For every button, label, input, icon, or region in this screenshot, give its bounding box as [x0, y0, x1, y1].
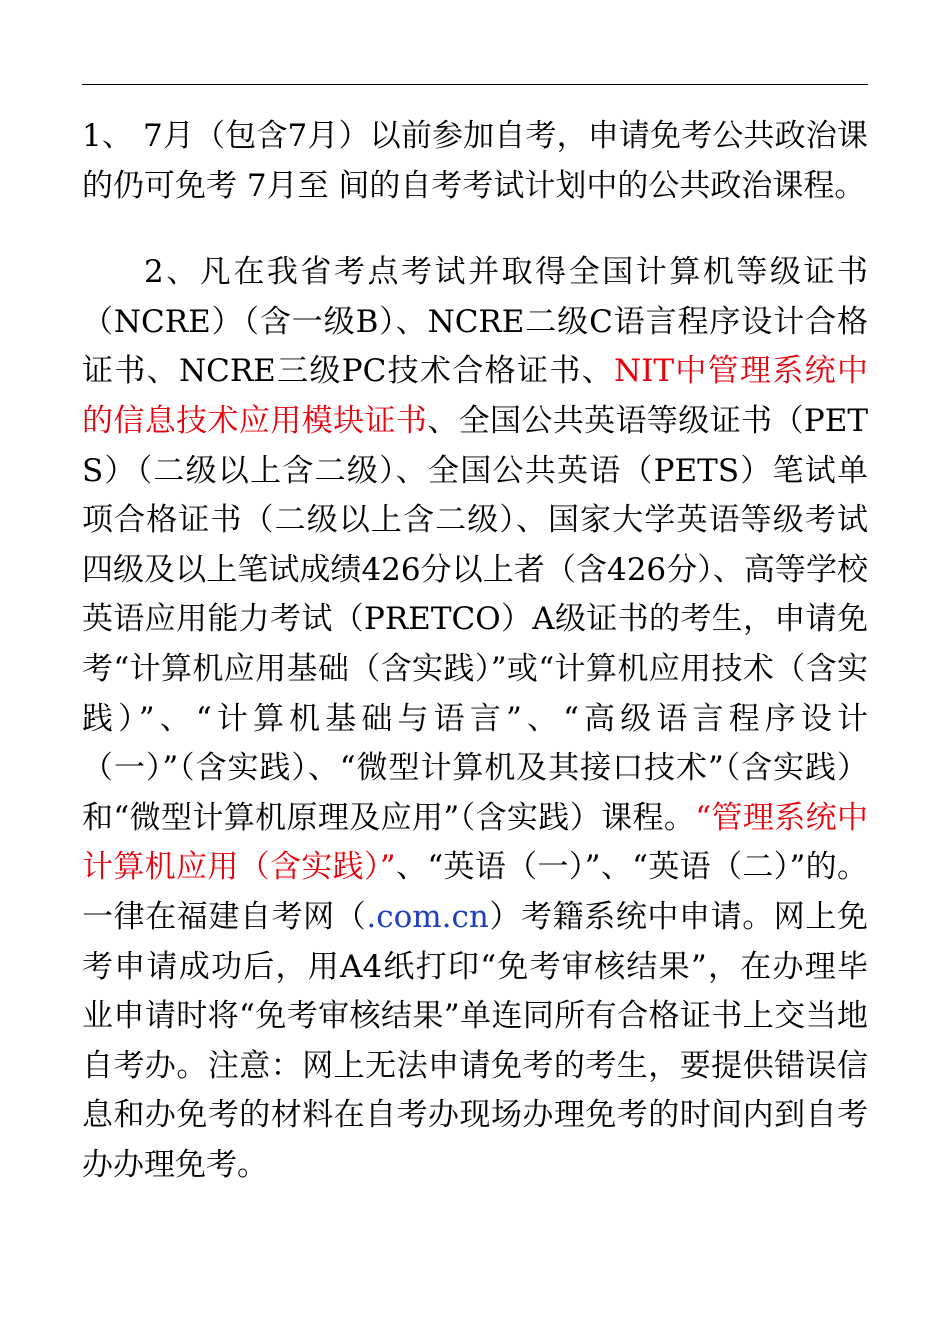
paragraph-2-text-2: 、全国公共英语等级证书（PETS）（二级以上含二级）、全国公共英语（PETS）笔试单项合格证书（二级以上含二级）、国家大学英语等级考试四级及以上笔试成绩426分以上者（含426分）、高等学校英语应用能力考试（PRETCO）A级证书的考生，申请免考“计算机应用基础（含实践）”或“计算机应用技术（含实践）”、“计算机基础与语言”、“高级语言程序设计（一）”（含实践）、“微型计算机及其接口技术”（含实践）和“微型计算机原理及应用”（含实践）课程。 [82, 402, 869, 836]
highlight-management-course: “管理系统中计算机应用（含实践）” [82, 799, 868, 886]
paragraph-1: 1、 7月（包含7月）以前参加自考，申请免考公共政治课的仍可免考 7月至 间的自考考试计划中的公共政治课程。 [82, 118, 868, 204]
highlight-nit-certificate: NIT中管理系统中的信息技术应用模块证书 [82, 353, 868, 439]
document-body [82, 112, 868, 1190]
paragraph-2-text-4: ）考籍系统中申请。网上免考申请成功后，用A4纸打印“免考审核结果”，在办理毕业申请时将“免考审核结果”单连同所有合格证书上交当地自考办。注意：网上无法申请免考的考生，要提供错误信息和办免考的材料在自考办现场办理免考的时间内到自考办办理免考。 [82, 898, 869, 1183]
paragraph-2-text-3: 、“英语（一）”、“英语（二）”的。一律在福建自考网（ [82, 849, 868, 935]
paragraph-2-text-1: 2、凡在我省考点考试并取得全国计算机等级证书（NCRE）（含一级B）、NCRE二级C语言程序设计合格证书、NCRE三级PC技术合格证书、 [82, 254, 868, 390]
paragraph-2 [82, 248, 868, 1190]
header-rule [82, 84, 868, 85]
website-link[interactable]: .com.cn [366, 898, 489, 935]
